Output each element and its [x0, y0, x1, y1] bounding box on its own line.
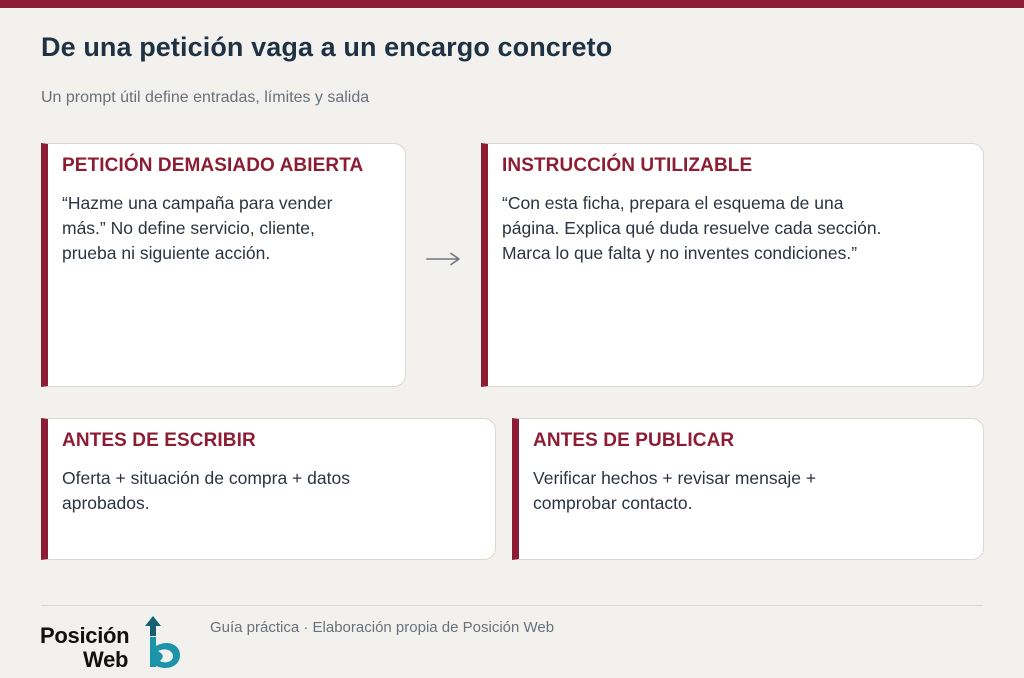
top-accent-bar	[0, 0, 1024, 8]
usable-instruction-card	[481, 143, 984, 387]
before-publishing-heading: ANTES DE PUBLICAR	[533, 430, 735, 451]
before-writing-card	[41, 418, 496, 560]
footer-source-note: Guía práctica · Elaboración propia de Posición Web	[210, 619, 555, 636]
usable-instruction-heading: INSTRUCCIÓN UTILIZABLE	[502, 155, 753, 176]
logo-text-line1: Posición	[40, 623, 130, 648]
before-publishing-text: Verificar hechos + revisar mensaje + comprobar contacto.	[533, 468, 817, 513]
right-arrow-icon	[424, 244, 464, 274]
open-request-text: “Hazme una campaña para vender más.” No define servicio, cliente, prueba ni siguiente acción.	[62, 193, 333, 263]
page-title: De una petición vaga a un encargo concreto	[41, 32, 613, 62]
page-subtitle: Un prompt útil define entradas, límites y salida	[41, 89, 370, 106]
before-publishing-card	[512, 418, 984, 560]
open-request-heading: PETICIÓN DEMASIADO ABIERTA	[62, 155, 364, 176]
footer-divider	[41, 605, 983, 606]
before-writing-text: Oferta + situación de compra + datos aprobados.	[62, 468, 350, 513]
posicion-web-logo	[40, 616, 185, 674]
usable-instruction-text: “Con esta ficha, prepara el esquema de una página. Explica qué duda resuelve cada sección. Marca lo que falta y no inventes condiciones.”	[502, 193, 882, 263]
logo-text-line2: Web	[83, 647, 129, 672]
open-request-card	[41, 143, 406, 387]
before-writing-heading: ANTES DE ESCRIBIR	[62, 430, 256, 451]
logo-b-mark-icon	[144, 616, 184, 672]
